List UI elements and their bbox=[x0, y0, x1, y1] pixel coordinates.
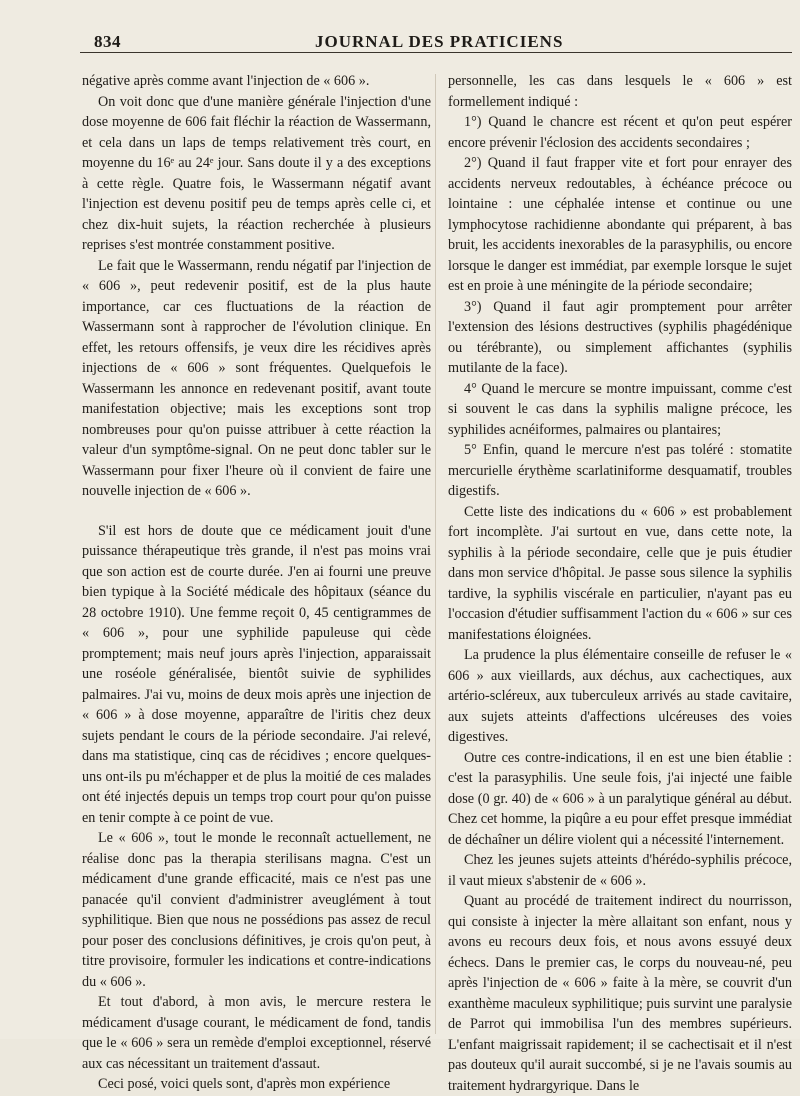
page-header bbox=[0, 18, 800, 52]
left-column bbox=[82, 71, 431, 1095]
right-column bbox=[448, 71, 792, 1096]
right-paragraph-6: 5° Enfin, quand le mercure n'est pas toléré : stomatite mercurielle érythème scarlatiniforme desquamatif, troubles digestifs. bbox=[448, 442, 792, 499]
column-divider bbox=[435, 74, 436, 1034]
header-rule bbox=[80, 52, 792, 53]
right-paragraph-5: 4° Quand le mercure se montre impuissant, comme c'est si souvent le cas dans la syphilis maligne précoce, les syphilides acnéiformes, palmaires ou plantaires; bbox=[448, 380, 792, 438]
right-paragraph-11: Quant au procédé de traitement indirect du nourrisson, qui consiste à injecter la mère allaitant son enfant, nous y avons eu recours deux fois, et nous avons essuyé deux échecs. Dans le premier cas, le corps du nouveau-né, peu après l'injection de « 606 » faite à la mère, se couvrit d'un exanthème maculeux syphilitique; puis survint une paralysie de Parrot qui immobilisa l'un des membres supérieurs. L'enfant maigrissait rapidement; il se cachectisait et il n'est pas douteux qu'il aurait succombé, si je ne l'avais soumis au traitement hydrargyrique. Dans le bbox=[448, 893, 792, 1094]
right-paragraph-9: Outre ces contre-indications, il en est une bien établie : c'est la parasyphilis. Une seule fois, j'ai injecté une faible dose (0 gr. 40) de « 606 » à un paralytique général au début. Chez cet homme, la piqûre a eu pour effet presque immédiat de déchaîner un délire violent qui a nécessité l'internement. bbox=[448, 749, 792, 848]
left-paragraph-7: Ceci posé, voici quels sont, d'après mon expérience bbox=[98, 1076, 391, 1092]
paragraph-gap bbox=[82, 502, 431, 521]
right-paragraph-2: 1°) Quand le chancre est récent et qu'on peut espérer encore prévenir l'éclosion des accidents secondaires ; bbox=[448, 114, 792, 151]
right-paragraph-4: 3°) Quand il faut agir promptement pour arrêter l'extension des lésions destructives (syphilis phagédénique ou térébrante), ou simplement affichantes (syphilis mutilante de la face). bbox=[448, 298, 792, 376]
left-paragraph-2: On voit donc que d'une manière générale l'injection d'une dose moyenne de 606 fait fléchir la réaction de Wassermann, et cela dans un laps de temps relativement très court, en moyenne du 16ᵉ au 24ᵉ jour. Sans doute il y a des exceptions à cette règle. Quatre fois, le Wassermann négatif avant l'injection est devenu positif peu de temps après celle ci, et chez dix-huit sujets, la réaction recherchée à plusieurs reprises s'est montrée constamment positive. bbox=[82, 93, 431, 253]
right-paragraph-3: 2°) Quand il faut frapper vite et fort pour enrayer des accidents nerveux redoutables, à échéance précoce ou lointaine : une céphalée intense et continue ou une lymphocytose rachidienne abondante qui préparent, à bas bruit, les accidents inexorables de la parasyphilis, ou encore lorsque le danger est immédiat, par exemple lorsque le sujet est en proie à une méningite de la période secondaire; bbox=[448, 155, 792, 294]
left-paragraph-3: Le fait que le Wassermann, rendu négatif par l'injection de « 606 », peut redevenir positif, est de la plus haute importance, car ces fluctuations de la réaction de Wassermann sont à rapprocher de l'évolution clinique. En effet, les retours offensifs, je veux dire les récidives après injections de « 606 » sont fréquentes. Quelquefois le Wassermann les annonce en redevenant positif, avant toute manifestation objective; mais les exceptions sont trop nombreuses pour qu'on puisse attribuer à cette réaction la valeur d'un symptôme-signal. On ne peut donc tabler sur le Wassermann pour fixer l'heure où il convient de faire une nouvelle injection de « 606 ». bbox=[82, 257, 431, 499]
right-paragraph-1: personnelle, les cas dans lesquels le « 606 » est formellement indiqué : bbox=[448, 73, 792, 110]
left-paragraph-4: S'il est hors de doute que ce médicament jouit d'une puissance thérapeutique très grande, il n'est pas moins vrai que son action est de courte durée. J'en ai fourni une preuve bien typique à la Société médicale des hôpitaux (séance du 28 octobre 1910). Une femme reçoit 0, 45 centigrammes de « 606 », pour une syphilide papuleuse qui cède promptement; mais neuf jours après l'injection, apparaissait une roséole généralisée, bientôt suivie de syphilides palmaires. J'ai vu, moins de deux mois après une injection de « 606 » à dose moyenne, apparaître de l'iritis chez deux sujets pendant le cours de la période secondaire. J'ai relevé, dans ma statistique, cinq cas de récidives ; encore quelques-uns ont-ils pu m'échapper et de plus la moitié de ces malades ont été injectés depuis un temps trop court pour qu'on puisse en tenir compte à ce point de vue. bbox=[82, 522, 431, 826]
right-paragraph-7: Cette liste des indications du « 606 » est probablement fort incomplète. J'ai surtout en vue, dans cette note, la syphilis à la période secondaire, celle que je puis étudier dans mon service d'hôpital. Je passe sous silence la syphilis tardive, la syphilis viscérale en particulier, n'ayant pas eu l'occasion d'étudier suffisamment l'action du « 606 » sur ces manifestations éloignées. bbox=[448, 503, 792, 643]
left-paragraph-5: Le « 606 », tout le monde le reconnaît actuellement, ne réalise donc pas la therapia sterilisans magna. C'est un médicament d'une grande efficacité, mais ce n'est pas une panacée qu'il convient d'administrer aveuglément à tout syphilitique. Bien que nous ne possédions pas assez de recul pour poser des conclusions définitives, je crois qu'on peut, à titre provisoire, formuler les indications et contre-indications du « 606 ». bbox=[82, 830, 431, 990]
page-number: 834 bbox=[94, 32, 121, 51]
right-paragraph-10: Chez les jeunes sujets atteints d'hérédo-syphilis précoce, il vaut mieux s'abstenir de « 606 ». bbox=[448, 852, 792, 889]
right-paragraph-8: La prudence la plus élémentaire conseille de refuser le « 606 » aux vieillards, aux déchus, aux cachectiques, aux artério-scléreux, aux tuberculeux arrivés au stade cavitaire, aux sujets atteints d'affections ulcéreuses des voies digestives. bbox=[448, 647, 792, 745]
journal-title: JOURNAL DES PRATICIENS bbox=[315, 32, 564, 51]
left-paragraph-6: Et tout d'abord, à mon avis, le mercure restera le médicament d'usage courant, le médicament de fond, tandis que le « 606 » sera un remède d'emploi exceptionnel, réservé aux cas nécessitant un traitement d'assaut. bbox=[82, 994, 431, 1072]
left-paragraph-1: négative après comme avant l'injection de « 606 ». bbox=[82, 73, 370, 89]
